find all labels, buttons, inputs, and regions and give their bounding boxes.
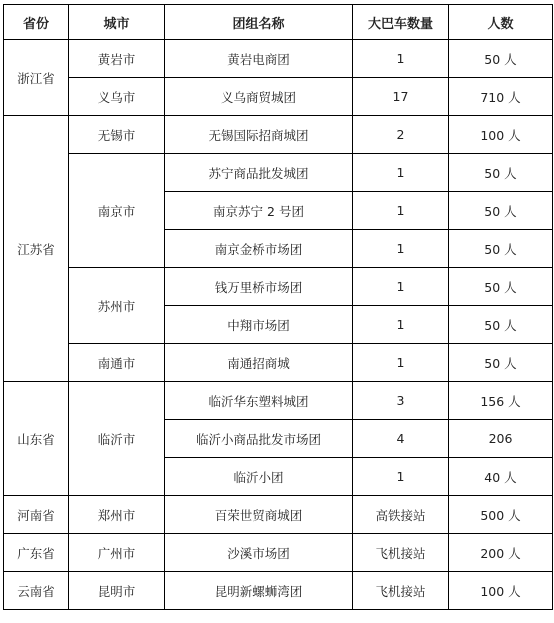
bus-count-cell: 1	[353, 306, 449, 344]
table-row	[4, 40, 553, 78]
group-name-cell: 南京金桥市场团	[165, 230, 353, 268]
table-row	[4, 78, 553, 116]
group-name-cell: 无锡国际招商城团	[165, 116, 353, 154]
bus-count-cell: 高铁接站	[353, 496, 449, 534]
people-count-cell: 40 人	[449, 458, 553, 496]
city-cell: 临沂市	[69, 382, 165, 496]
bus-count-cell: 1	[353, 458, 449, 496]
bus-count-cell: 4	[353, 420, 449, 458]
city-cell: 黄岩市	[69, 40, 165, 78]
group-name-cell: 临沂小团	[165, 458, 353, 496]
city-cell: 南京市	[69, 154, 165, 268]
people-count-cell: 50 人	[449, 306, 553, 344]
bus-count-cell: 1	[353, 154, 449, 192]
group-name-cell: 南通招商城	[165, 344, 353, 382]
people-count-cell: 500 人	[449, 496, 553, 534]
header-row	[4, 5, 553, 40]
people-count-cell: 50 人	[449, 40, 553, 78]
bus-count-cell: 1	[353, 192, 449, 230]
table-row	[4, 344, 553, 382]
header-bus-count: 大巴车数量	[353, 5, 449, 40]
city-cell: 南通市	[69, 344, 165, 382]
city-cell: 广州市	[69, 534, 165, 572]
bus-count-cell: 1	[353, 230, 449, 268]
bus-count-cell: 17	[353, 78, 449, 116]
header-group-name: 团组名称	[165, 5, 353, 40]
header-people: 人数	[449, 5, 553, 40]
province-cell: 广东省	[4, 534, 69, 572]
group-name-cell: 钱万里桥市场团	[165, 268, 353, 306]
bus-count-cell: 1	[353, 40, 449, 78]
group-name-cell: 昆明新螺蛳湾团	[165, 572, 353, 610]
city-cell: 昆明市	[69, 572, 165, 610]
province-cell: 云南省	[4, 572, 69, 610]
bus-count-cell: 1	[353, 268, 449, 306]
bus-count-cell: 3	[353, 382, 449, 420]
province-cell: 浙江省	[4, 40, 69, 116]
table-row	[4, 496, 553, 534]
city-cell: 义乌市	[69, 78, 165, 116]
group-name-cell: 义乌商贸城团	[165, 78, 353, 116]
bus-count-cell: 飞机接站	[353, 534, 449, 572]
city-cell: 郑州市	[69, 496, 165, 534]
group-name-cell: 中翔市场团	[165, 306, 353, 344]
bus-count-cell: 1	[353, 344, 449, 382]
table-row	[4, 382, 553, 420]
bus-count-cell: 飞机接站	[353, 572, 449, 610]
province-cell: 河南省	[4, 496, 69, 534]
group-name-cell: 苏宁商品批发城团	[165, 154, 353, 192]
delegation-table	[3, 4, 553, 610]
group-name-cell: 黄岩电商团	[165, 40, 353, 78]
people-count-cell: 710 人	[449, 78, 553, 116]
table-row	[4, 534, 553, 572]
header-city: 城市	[69, 5, 165, 40]
people-count-cell: 200 人	[449, 534, 553, 572]
group-name-cell: 临沂小商品批发市场团	[165, 420, 353, 458]
delegation-table-container	[3, 4, 552, 610]
bus-count-cell: 2	[353, 116, 449, 154]
table-row	[4, 268, 553, 306]
header-province: 省份	[4, 5, 69, 40]
people-count-cell: 50 人	[449, 192, 553, 230]
people-count-cell: 50 人	[449, 344, 553, 382]
people-count-cell: 50 人	[449, 154, 553, 192]
province-cell: 江苏省	[4, 116, 69, 382]
city-cell: 无锡市	[69, 116, 165, 154]
table-row	[4, 572, 553, 610]
people-count-cell: 50 人	[449, 230, 553, 268]
people-count-cell: 50 人	[449, 268, 553, 306]
people-count-cell: 100 人	[449, 116, 553, 154]
group-name-cell: 百荣世贸商城团	[165, 496, 353, 534]
group-name-cell: 临沂华东塑料城团	[165, 382, 353, 420]
table-body	[4, 40, 553, 610]
people-count-cell: 156 人	[449, 382, 553, 420]
province-cell: 山东省	[4, 382, 69, 496]
people-count-cell: 206	[449, 420, 553, 458]
table-row	[4, 116, 553, 154]
people-count-cell: 100 人	[449, 572, 553, 610]
table-row	[4, 154, 553, 192]
city-cell: 苏州市	[69, 268, 165, 344]
group-name-cell: 南京苏宁 2 号团	[165, 192, 353, 230]
group-name-cell: 沙溪市场团	[165, 534, 353, 572]
